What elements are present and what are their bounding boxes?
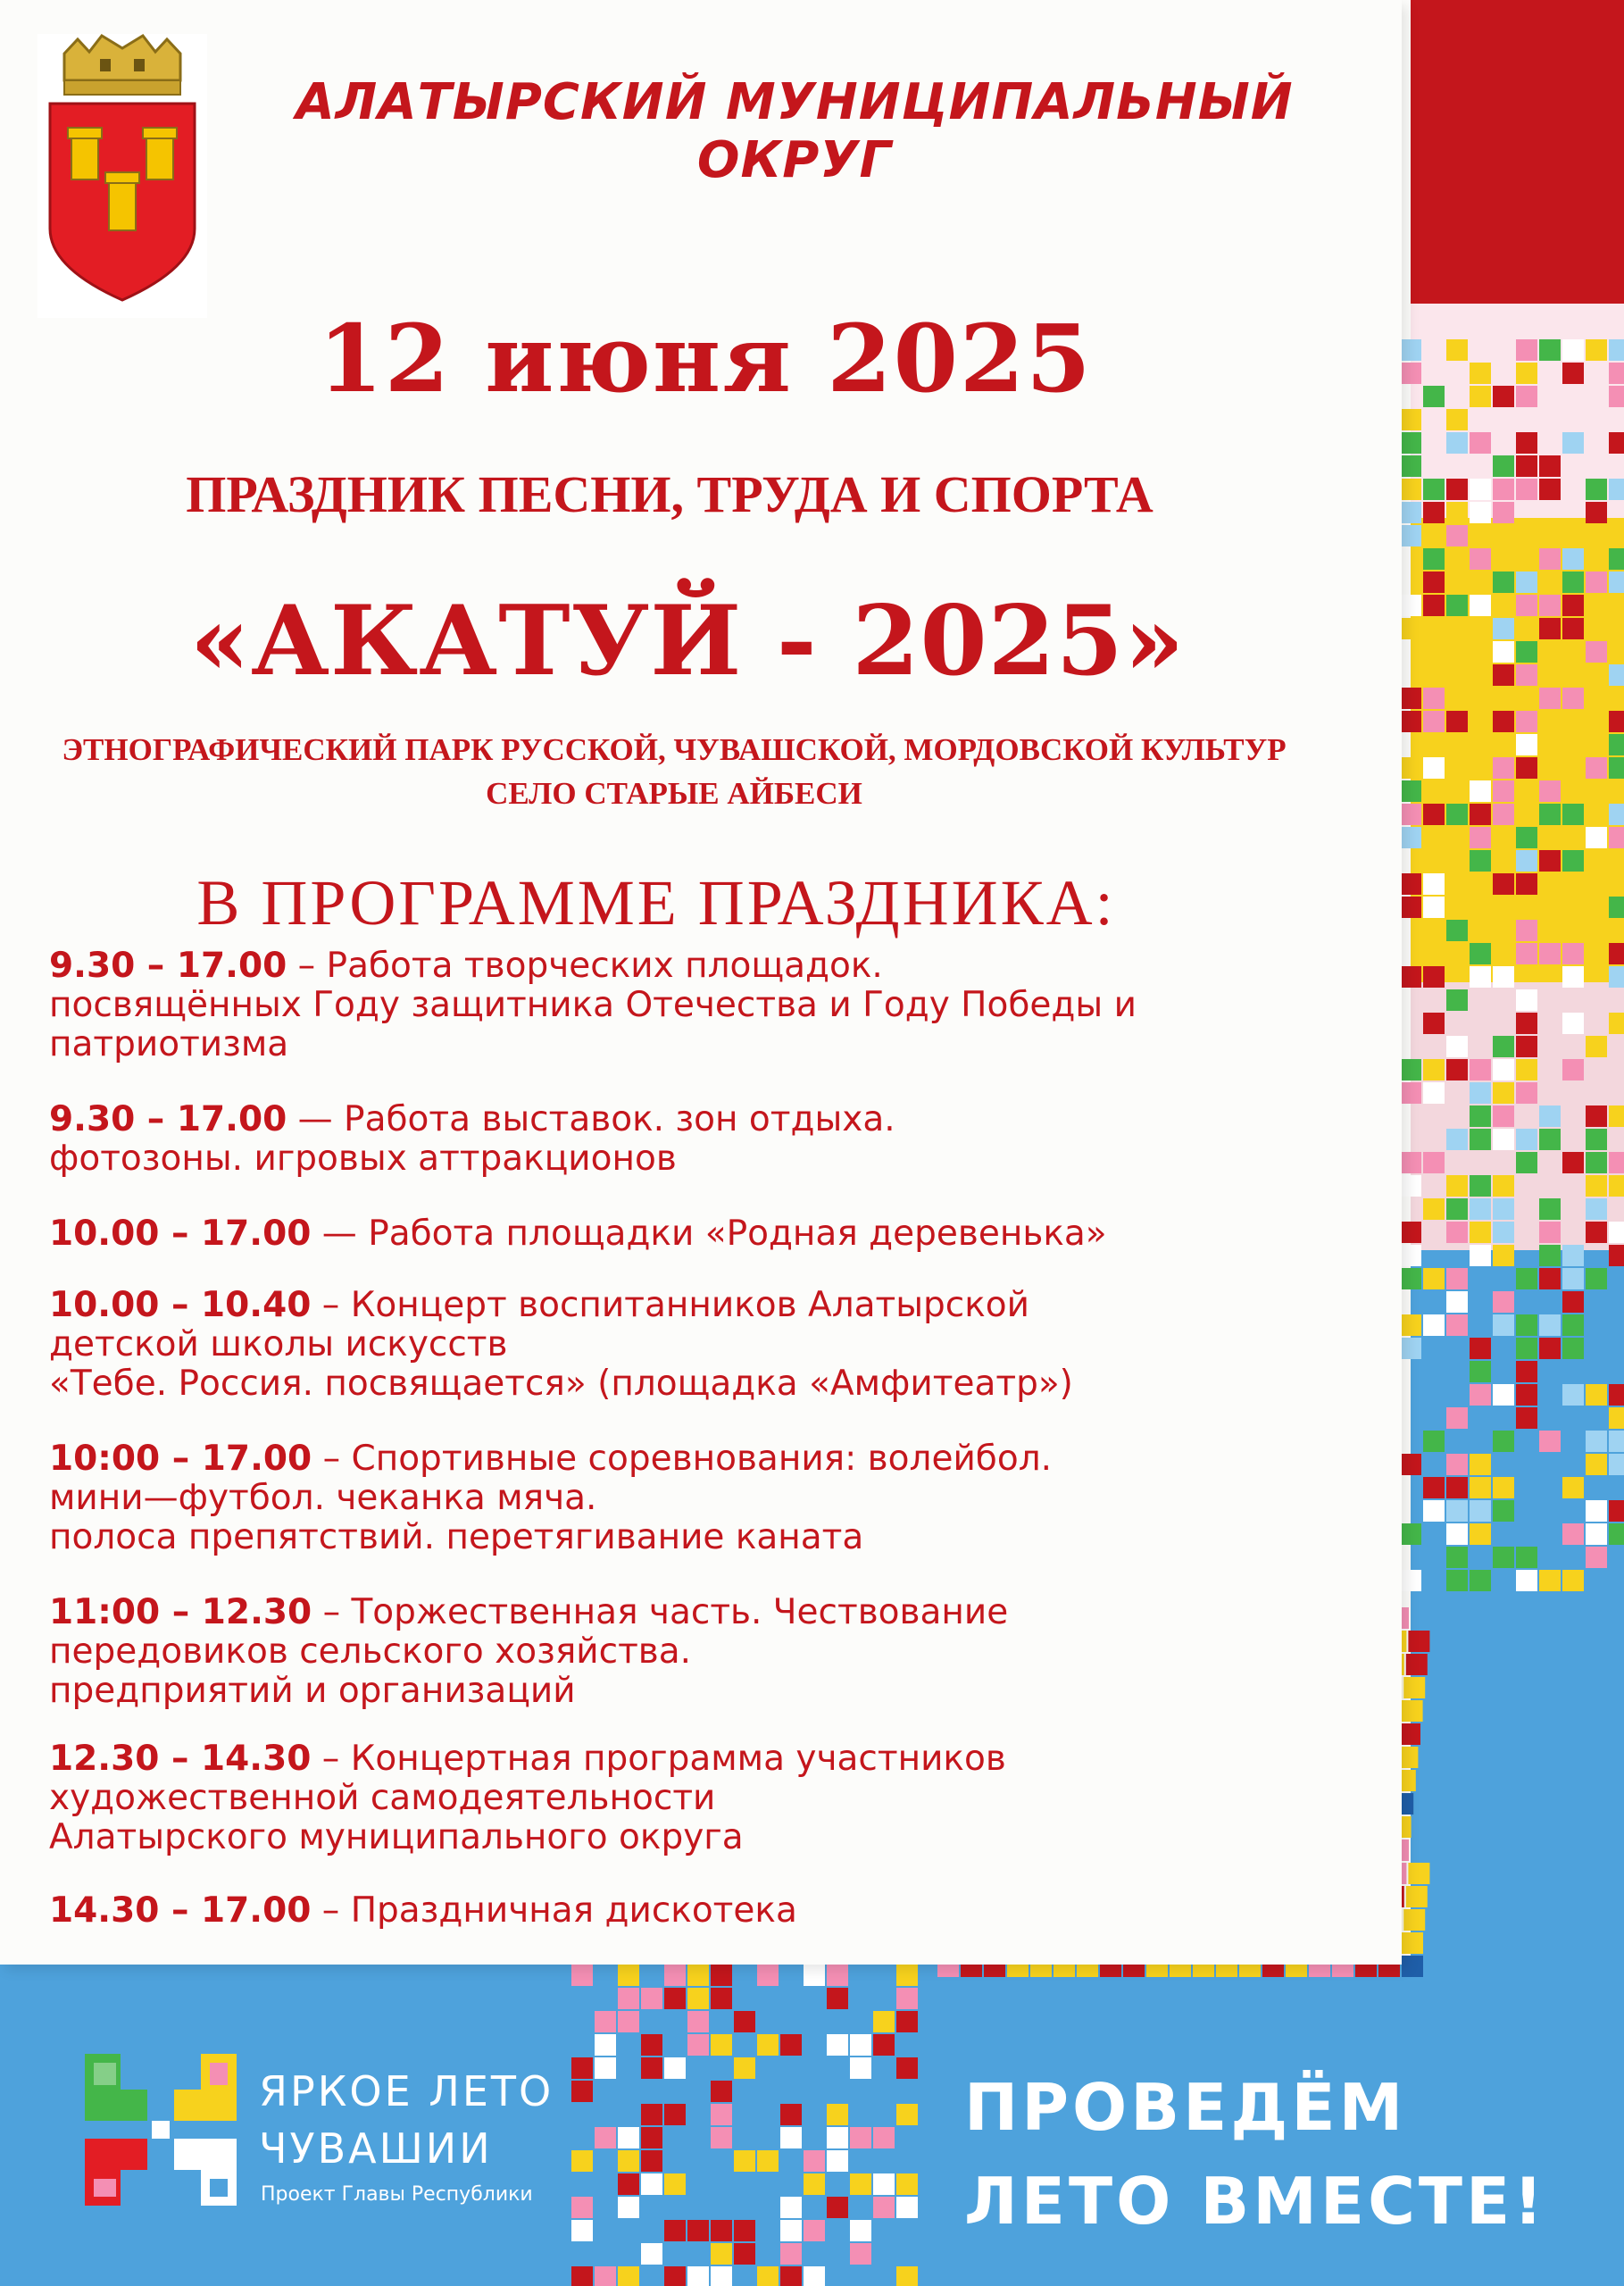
schedule-separator: – xyxy=(311,1285,351,1325)
program-title: В ПРОГРАММЕ ПРАЗДНИКА: xyxy=(196,867,1116,939)
schedule-text: Торжественная часть. Чествование передовиков сельского хозяйства. предприятий и организаций xyxy=(49,1592,1009,1711)
festival-name: «АКАТУЙ - 2025» xyxy=(189,585,1186,697)
municipality-title: АЛАТЫРСКИЙ МУНИЦИПАЛЬНЫЙ ОКРУГ xyxy=(296,73,1294,189)
bright-summer-logo-icon xyxy=(67,2036,254,2223)
schedule-separator: — xyxy=(311,1214,369,1254)
venue-village: СЕЛО СТАРЫЕ АЙБЕСИ xyxy=(486,776,862,811)
schedule-separator: – xyxy=(287,946,327,986)
schedule-text: Спортивные соревнования: волейбол. мини—футбол. чеканка мяча. полоса препятствий. перетягивание каната xyxy=(49,1439,1053,1557)
schedule-separator: – xyxy=(312,1592,352,1632)
schedule-item xyxy=(49,1593,1237,1711)
schedule-item xyxy=(49,1740,1237,1857)
schedule-text: Праздничная дискотека xyxy=(350,1890,797,1931)
schedule-text: Концерт воспитанников Алатырской детской школы искусств «Тебе. Россия. посвящается» (площадка «Амфитеатр») xyxy=(49,1285,1073,1404)
schedule-text: Работа выставок. зон отдыха. фотозоны. игровых аттракционов xyxy=(49,1099,895,1179)
schedule-separator: – xyxy=(311,1890,351,1931)
bright-summer-caption: Проект Главы Республики xyxy=(261,2183,533,2206)
schedule-time: 10:00 – 17.00 xyxy=(49,1439,312,1479)
schedule-item xyxy=(49,1214,1237,1254)
schedule-time: 10.00 – 10.40 xyxy=(49,1285,312,1325)
venue-name: ЭТНОГРАФИЧЕСКИЙ ПАРК РУССКОЙ, ЧУВАШСКОЙ, МОРДОВСКОЙ КУЛЬТУР xyxy=(62,732,1287,767)
schedule-time: 11:00 – 12.30 xyxy=(49,1592,312,1632)
schedule-time: 9.30 – 17.00 xyxy=(49,946,287,986)
schedule-separator: – xyxy=(312,1439,352,1479)
schedule-text: Концертная программа участников художественной самодеятельности Алатырского муниципального округа xyxy=(49,1739,1006,1857)
schedule-text: Работа творческих площадок. посвящённых Году защитника Отечества и Году Победы и патриотизма xyxy=(49,946,1137,1064)
coat-of-arms-icon xyxy=(37,34,207,318)
event-date: 12 июня 2025 xyxy=(318,304,1093,413)
schedule-time: 10.00 – 17.00 xyxy=(49,1214,312,1254)
slogan: ПРОВЕДЁМ ЛЕТО ВМЕСТЕ! xyxy=(964,2070,1547,2239)
schedule-time: 12.30 – 14.30 xyxy=(49,1739,312,1779)
venue xyxy=(36,728,1312,815)
schedule-item xyxy=(49,1100,1237,1179)
schedule-text: Работа площадки «Родная деревенька» xyxy=(368,1214,1107,1254)
schedule-time: 9.30 – 17.00 xyxy=(49,1099,287,1139)
schedule-separator: – xyxy=(311,1739,351,1779)
bright-summer-title: ЯРКОЕ ЛЕТО ЧУВАШИИ xyxy=(259,2067,554,2173)
schedule-item xyxy=(49,1286,1237,1404)
event-subtitle: ПРАЗДНИК ПЕСНИ, ТРУДА И СПОРТА xyxy=(186,465,1153,523)
schedule-item xyxy=(49,1891,1237,1931)
schedule-separator: — xyxy=(287,1099,345,1139)
schedule-item xyxy=(49,947,1237,1064)
schedule-time: 14.30 – 17.00 xyxy=(49,1890,312,1931)
schedule-item xyxy=(49,1439,1237,1557)
